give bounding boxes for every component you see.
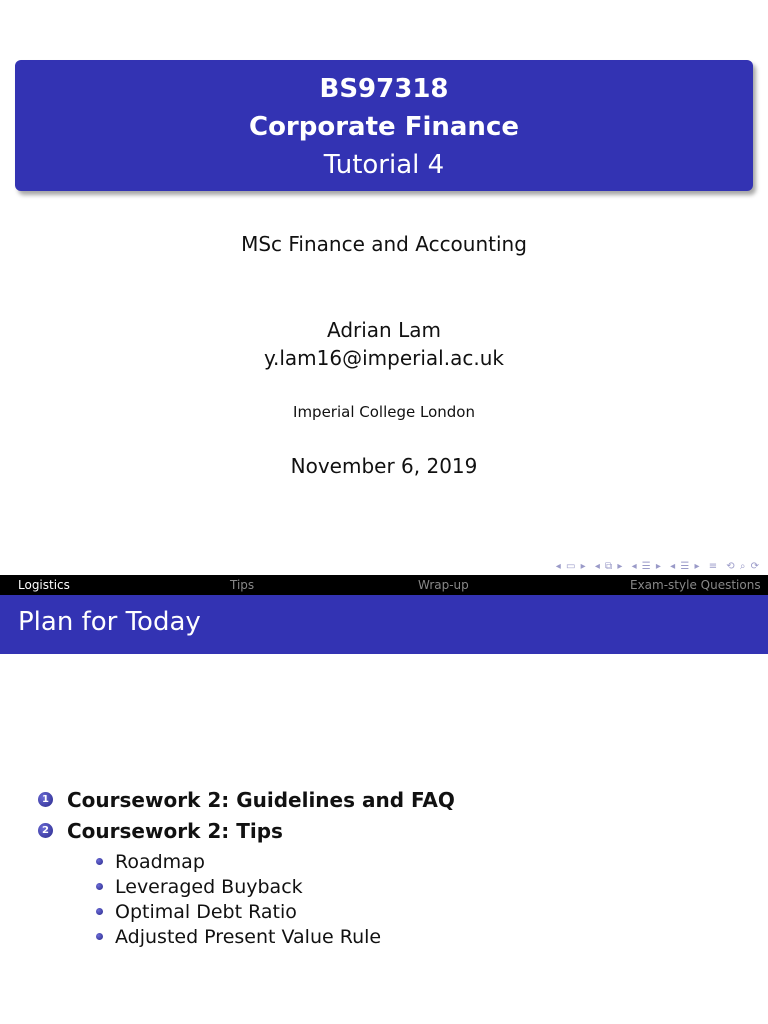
session-title: Tutorial 4	[323, 150, 445, 180]
sub-item-text: Adjusted Present Value Rule	[115, 926, 382, 948]
programme: MSc Finance and Accounting	[241, 232, 527, 256]
enum-text: Coursework 2: Guidelines and FAQ	[67, 788, 455, 812]
bullet-icon	[96, 858, 103, 865]
enum-text: Coursework 2: Tips	[67, 819, 283, 843]
bullet-icon	[96, 883, 103, 890]
enum-number-icon: 2	[38, 823, 53, 838]
plan-slide	[0, 575, 768, 1024]
bullet-icon	[96, 933, 103, 940]
enum-item	[38, 819, 283, 843]
doc-icon[interactable]: ≡	[708, 561, 719, 572]
search-icon[interactable]: ⟲ ⌕ ⟳	[726, 561, 760, 572]
sub-item	[96, 851, 205, 873]
nav-logistics[interactable]: Logistics	[18, 578, 70, 592]
frame-title: Plan for Today	[18, 607, 201, 637]
frame-title-bar	[0, 595, 768, 654]
nav-tips[interactable]: Tips	[230, 578, 255, 592]
frame-prev-next-icon[interactable]: ◂ ▭ ▸	[555, 561, 587, 572]
course-title: Corporate Finance	[248, 112, 519, 142]
course-code: BS97318	[319, 74, 449, 104]
author-email[interactable]: y.lam16@imperial.ac.uk	[264, 346, 504, 370]
enum-item	[38, 788, 455, 812]
sub-item	[96, 901, 297, 923]
sub-item	[96, 876, 303, 898]
section-prev-next-icon[interactable]: ◂ ☰ ▸	[631, 561, 662, 572]
beamer-navigation-symbols[interactable]	[552, 561, 760, 572]
date: November 6, 2019	[290, 454, 478, 478]
institute: Imperial College London	[293, 403, 475, 421]
title-box	[15, 60, 753, 191]
section-navbar	[0, 575, 768, 595]
nav-exam-style-questions[interactable]: Exam-style Questions	[630, 578, 761, 592]
bullet-icon	[96, 908, 103, 915]
subsection-prev-next-icon[interactable]: ◂ ⧉ ▸	[594, 561, 624, 572]
enum-number-icon: 1	[38, 792, 53, 807]
sub-item	[96, 926, 381, 948]
nav-wrap-up[interactable]: Wrap-up	[418, 578, 469, 592]
align-icon[interactable]: ◂ ☰ ▸	[670, 561, 701, 572]
sub-item-text: Roadmap	[115, 851, 205, 873]
sub-item-text: Leveraged Buyback	[115, 876, 303, 898]
author-name: Adrian Lam	[327, 318, 441, 342]
sub-item-text: Optimal Debt Ratio	[115, 901, 297, 923]
